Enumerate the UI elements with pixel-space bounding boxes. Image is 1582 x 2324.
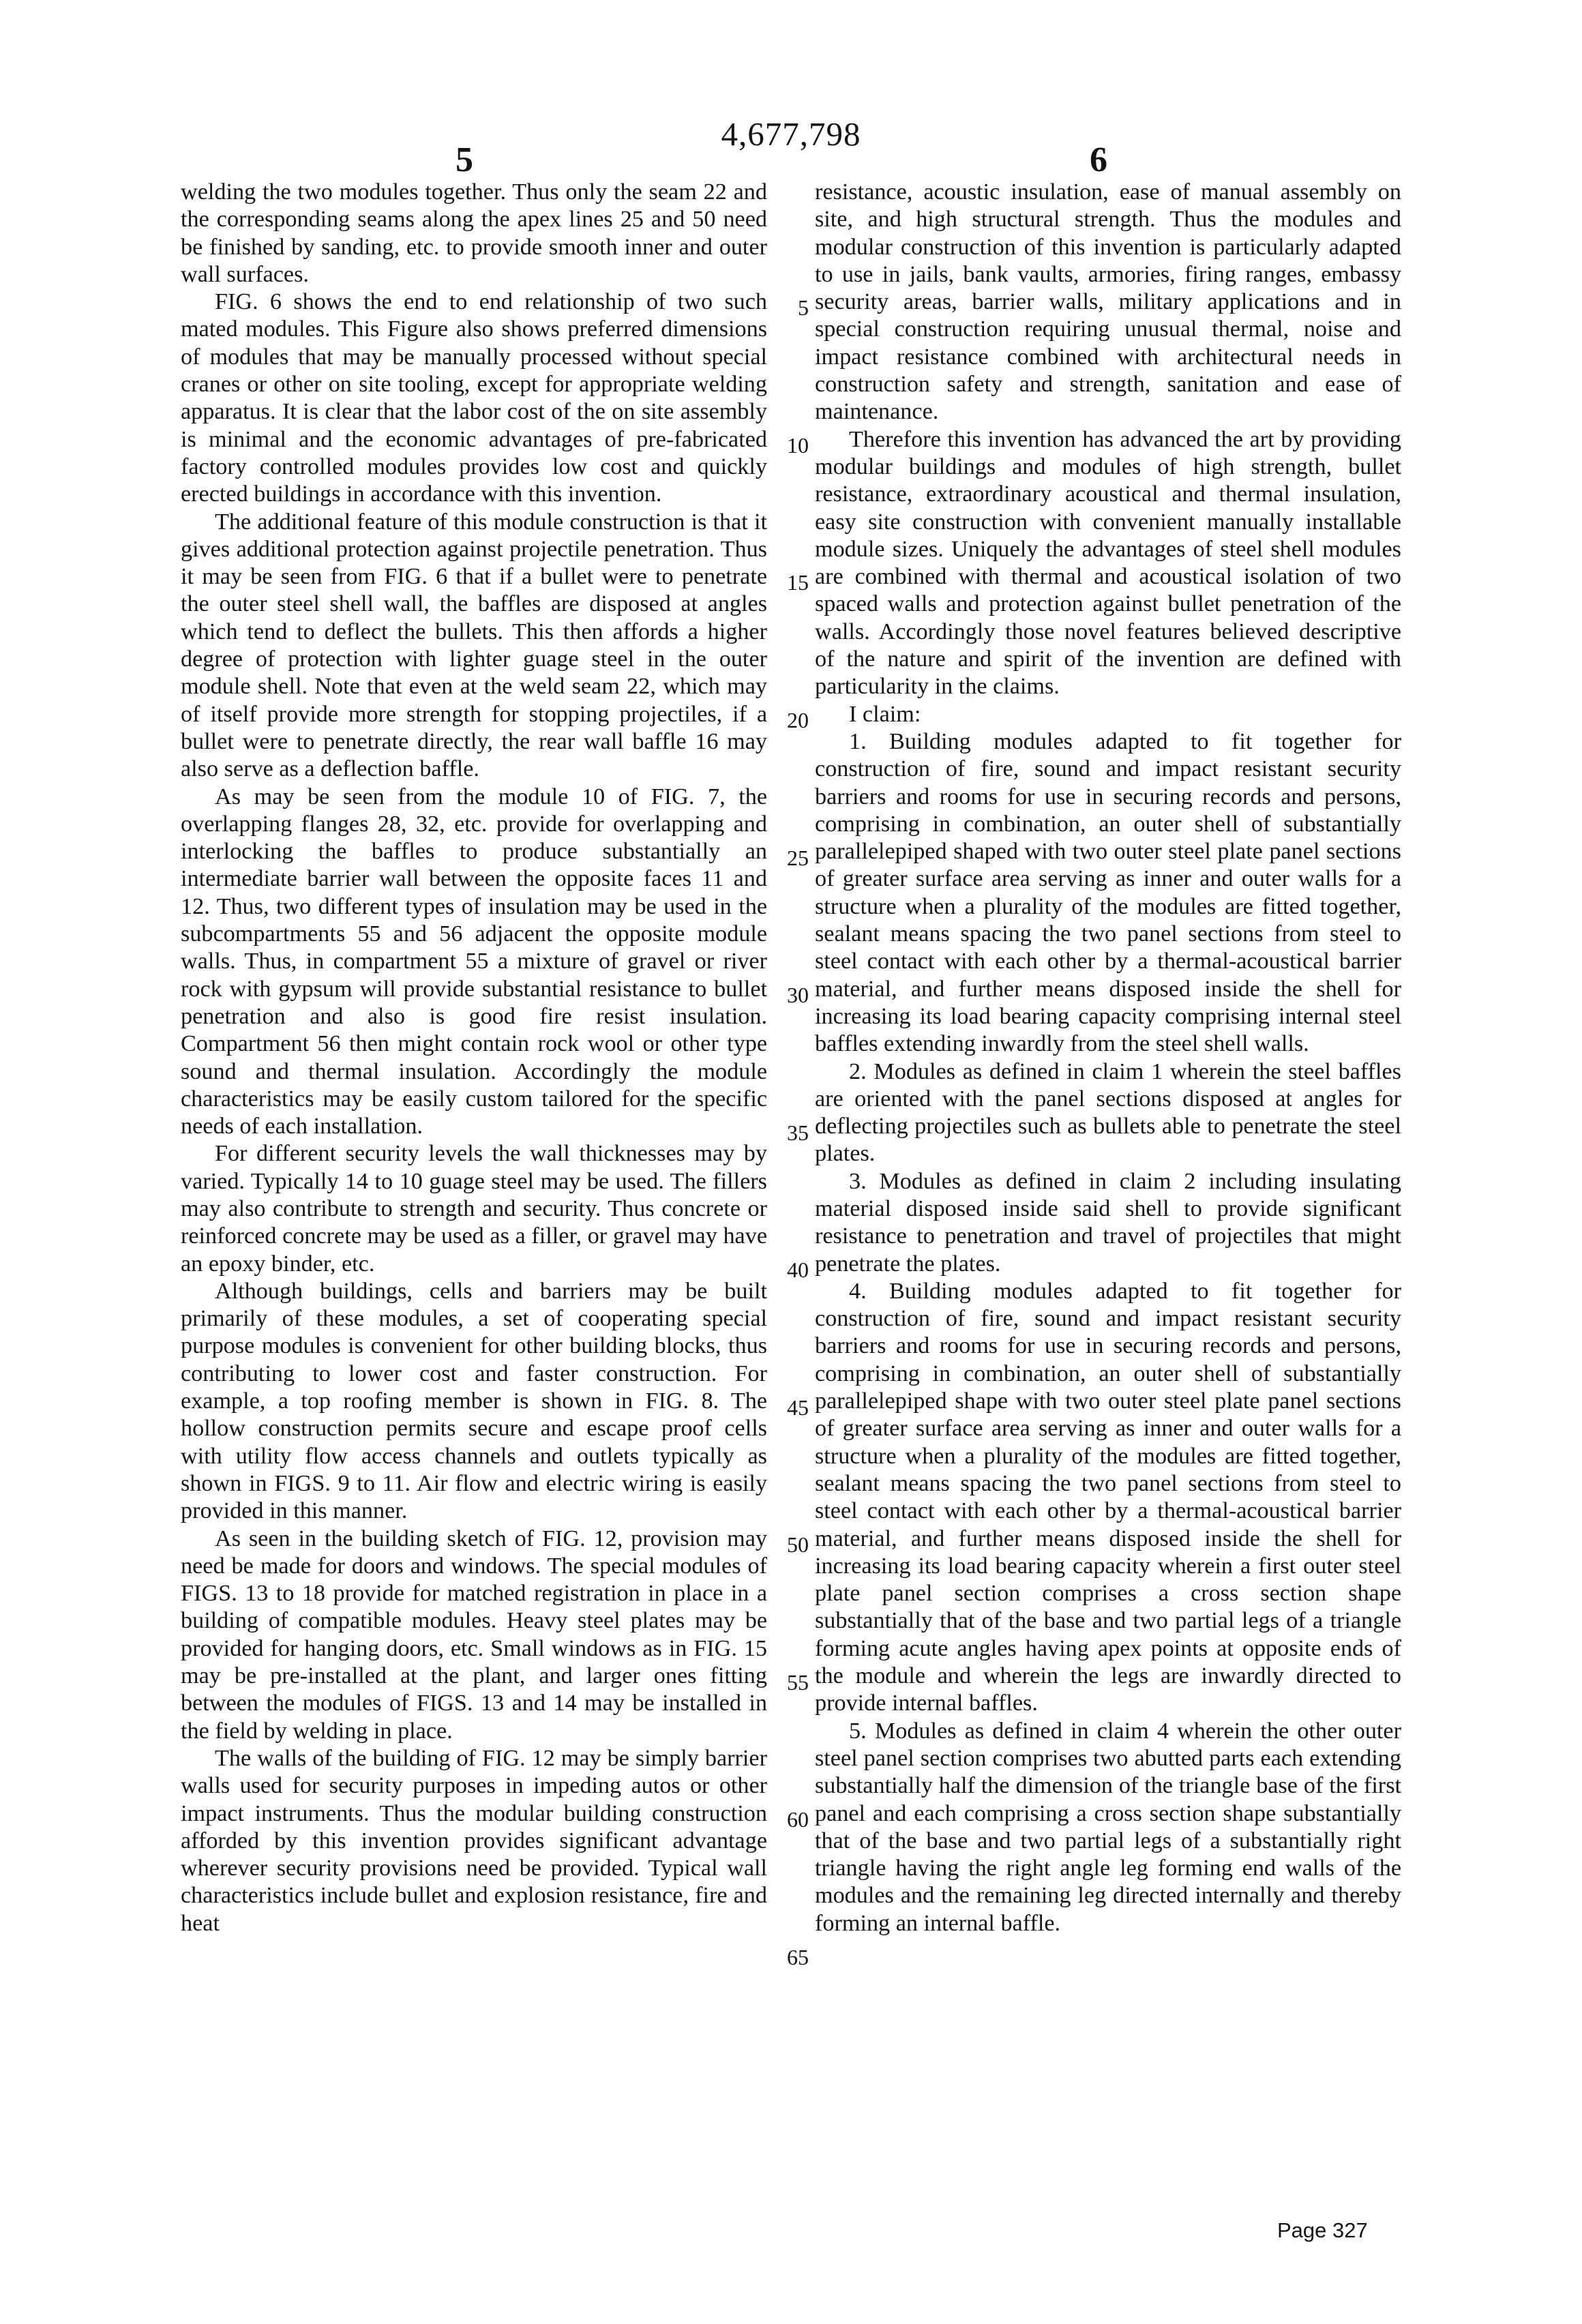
line-number: 25 xyxy=(787,846,809,870)
page-label: Page 327 xyxy=(1277,2218,1368,2242)
paragraph: welding the two modules together. Thus only the seam 22 and the corresponding seams along the apex lines 25 and 50 need be finished by sanding, etc. to provide smooth inner and outer wall surfaces. xyxy=(181,179,767,287)
line-number: 60 xyxy=(787,1807,809,1832)
claim: 3. Modules as defined in claim 2 including insulating material disposed inside said shell to provide significant resistance to penetration and travel of projectiles that might penetrate the plates. xyxy=(815,1168,1401,1277)
claim: 5. Modules as defined in claim 4 wherein the other outer steel panel section comprises two abutted parts each extending substantially half the dimension of the triangle base of the first panel and each comprising a cross section shape substantially that of the base and two partial legs of a substantially right triangle having the right angle leg forming end walls of the modules and the remaining leg directed internally and thereby forming an internal baffle. xyxy=(815,1718,1401,1936)
claim: 1. Building modules adapted to fit together for construction of fire, sound and impact resistant security barriers and rooms for use in securing records and persons, comprising in combination, an outer shell of substantially parallelepiped shaped with two outer steel plate panel sections of greater surface area serving as inner and outer walls for a structure when a plurality of the modules are fitted together, sealant means spacing the two panel sections from steel to steel contact with each other by a thermal-acoustical barrier material, and further means disposed inside the shell for increasing its load bearing capacity comprising internal steel baffles extending inwardly from the steel shell walls. xyxy=(815,728,1401,1057)
line-number: 35 xyxy=(787,1120,809,1145)
line-number: 5 xyxy=(798,295,809,320)
paragraph: As seen in the building sketch of FIG. 12, provision may need be made for doors and windows. The special modules of FIGS. 13 to 18 provide for matched registration in place in a building of compatible modules. Heavy steel plates may be provided for hanging doors, etc. Small windows as in FIG. 15 may be pre-installed at the plant, and larger ones fitting between the modules of FIGS. 13 and 14 may be installed in the field by welding in place. xyxy=(181,1525,767,1744)
line-number: 65 xyxy=(787,1945,809,1969)
claims-intro: I claim: xyxy=(849,701,921,727)
line-number: 45 xyxy=(787,1395,809,1420)
column-number-right: 6 xyxy=(1090,140,1107,179)
paragraph: The walls of the building of FIG. 12 may be simply barrier walls used for security purposes in impeding autos or other impact instruments. Thus the modular building construction afforded by this invention provides significant advantage wherever security provisions need be provided. Typical wall characteristics include bullet and explosion resistance, fire and heat xyxy=(181,1745,767,1936)
line-number: 30 xyxy=(787,983,809,1007)
line-number: 40 xyxy=(787,1257,809,1282)
line-number: 10 xyxy=(787,433,809,458)
paragraph: The additional feature of this module construction is that it gives additional protection against projectile penetration. Thus it may be seen from FIG. 6 that if a bullet were to penetrate the outer steel shell wall, the baffles are disposed at angles which tend to deflect the bullets. This then affords a higher degree of protection with lighter guage steel in the outer module shell. Note that even at the weld seam 22, which may of itself provide more strength for stopping projectiles, if a bullet were to penetrate directly, the rear wall baffle 16 may also serve as a deflection baffle. xyxy=(181,509,767,782)
paragraph: For different security levels the wall thicknesses may by varied. Typically 14 to 10 guage steel may be used. The fillers may also contribute to strength and security. Thus concrete or reinforced concrete may be used as a filler, or gravel may have an epoxy binder, etc. xyxy=(181,1141,767,1277)
claim: 2. Modules as defined in claim 1 wherein the steel baffles are oriented with the panel sections disposed at angles for deflecting projectiles such as bullets able to penetrate the steel plates. xyxy=(815,1058,1401,1167)
claim: 4. Building modules adapted to fit together for construction of fire, sound and impact resistant security barriers and rooms for use in securing records and persons, comprising in combination, an outer shell of substantially parallelepiped shape with two outer steel plate panel sections of greater surface area serving as inner and outer walls for a structure when a plurality of the modules are fitted together, sealant means spacing the two panel sections from steel to steel contact with each other by a thermal-acoustical barrier material, and further means disposed inside the shell for increasing its load bearing capacity wherein a first outer steel plate panel section comprises a cross section shape substantially that of the base and two partial legs of a triangle forming acute angles having apex points at opposite ends of the module and wherein the legs are inwardly directed to provide internal baffles. xyxy=(815,1278,1401,1716)
paragraph: Therefore this invention has advanced the art by providing modular buildings and modules of high strength, bullet resistance, extraordinary acoustical and thermal insulation, easy site construction with convenient manually installable module sizes. Uniquely the advantages of steel shell modules are combined with thermal and acoustical isolation of two spaced walls and protection against bullet penetration of the walls. Accordingly those novel features believed descriptive of the nature and spirit of the invention are defined with particularity in the claims. xyxy=(815,426,1401,700)
column-number-left: 5 xyxy=(456,140,473,179)
line-number: 55 xyxy=(787,1670,809,1695)
right-column xyxy=(815,179,1401,1937)
paragraph: resistance, acoustic insulation, ease of manual assembly on site, and high structural strength. Thus the modules and modular construction of this invention is particularly adapted to use in jails, bank vaults, armories, firing ranges, embassy security areas, barrier walls, military applications and in special construction requiring unusual thermal, noise and impact resistance combined with architectural needs in construction safety and strength, sanitation and ease of maintenance. xyxy=(815,179,1401,425)
paragraph: Although buildings, cells and barriers may be built primarily of these modules, a set of cooperating special purpose modules is convenient for other building blocks, thus contributing to lower cost and faster construction. For example, a top roofing member is shown in FIG. 8. The hollow construction permits secure and escape proof cells with utility flow access channels and outlets typically as shown in FIGS. 9 to 11. Air flow and electric wiring is easily provided in this manner. xyxy=(181,1278,767,1524)
line-number: 20 xyxy=(787,708,809,732)
paragraph: As may be seen from the module 10 of FIG. 7, the overlapping flanges 28, 32, etc. provide for overlapping and interlocking the baffles to produce substantially an intermediate barrier wall between the opposite faces 11 and 12. Thus, two different types of insulation may be used in the subcompartments 55 and 56 adjacent the opposite module walls. Thus, in compartment 55 a mixture of gravel or river rock with gypsum will provide substantial resistance to bullet penetration and also is good fire resist insulation. Compartment 56 then might contain rock wool or other type sound and thermal insulation. Accordingly the module characteristics may be easily custom tailored for the specific needs of each installation. xyxy=(181,784,767,1139)
left-column xyxy=(181,179,767,1937)
line-number: 50 xyxy=(787,1532,809,1557)
line-number: 15 xyxy=(787,570,809,595)
patent-number: 4,677,798 xyxy=(721,115,861,153)
paragraph: FIG. 6 shows the end to end relationship of two such mated modules. This Figure also shows preferred dimensions of modules that may be manually processed without special cranes or other on site tooling, except for appropriate welding apparatus. It is clear that the labor cost of the on site assembly is minimal and the economic advantages of pre-fabricated factory controlled modules provides low cost and quickly erected buildings in accordance with this invention. xyxy=(181,289,767,507)
